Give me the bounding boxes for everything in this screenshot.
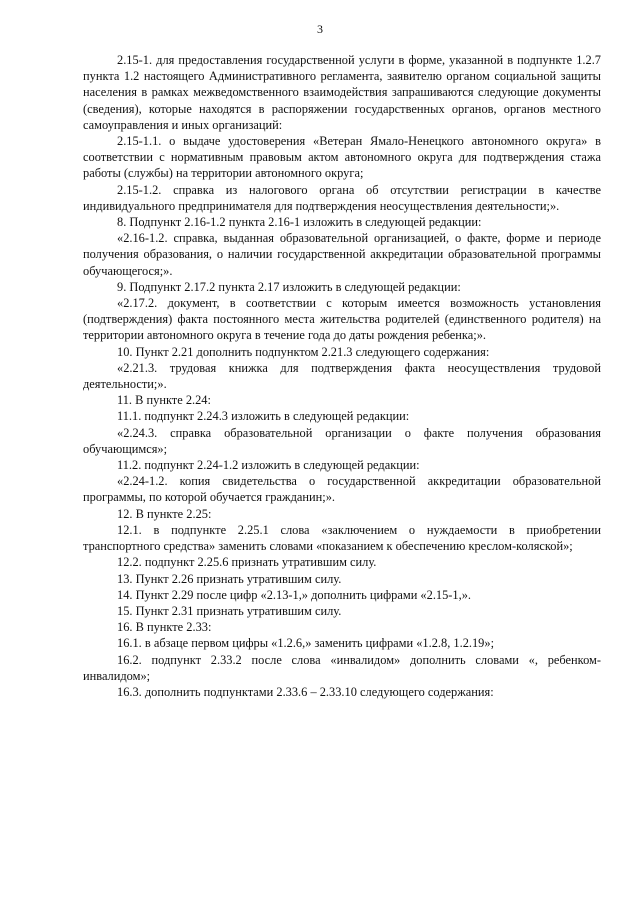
paragraph: 16.1. в абзаце первом цифры «1.2.6,» заменить цифрами «1.2.8, 1.2.19»;	[117, 636, 495, 651]
paragraph: 16.2. подпункт 2.33.2 после слова «инвалидом» дополнить словами «, ребенком-инвалидом»;	[83, 652, 601, 683]
paragraph: 9. Подпункт 2.17.2 пункта 2.17 изложить в следующей редакции:	[117, 279, 461, 294]
paragraph: 11. В пункте 2.24:	[117, 393, 211, 408]
paragraph: 12. В пункте 2.25:	[117, 506, 212, 521]
paragraph: 12.1. в подпункте 2.25.1 слова «заключением о нуждаемости в приобретении транспортного средства» заменить словами «показанием к обеспечению креслом-коляской»;	[83, 522, 601, 554]
paragraph: «2.24-1.2. копия свидетельства о государственной аккредитации образовательной программы, по которой обучается гражданин;».	[83, 474, 601, 505]
paragraph: 2.15-1.1. о выдаче удостоверения «Ветеран Ямало-Ненецкого автономного округа» в соответствии с нормативным правовым актом автономного округа для подтверждения стажа работы (службы) на территории автономного округа;	[83, 134, 601, 181]
paragraph: «2.24.3. справка образовательной организации о факте получения образования обучающимся»;	[83, 425, 601, 456]
paragraph: 2.15-1.2. справка из налогового органа об отсутствии регистрации в качестве индивидуального предпринимателя для подтверждения неосуществления деятельности;».	[83, 182, 601, 213]
paragraph: 14. Пункт 2.29 после цифр «2.13-1,» дополнить цифрами «2.15-1,».	[117, 587, 472, 602]
paragraph: 15. Пункт 2.31 признать утратившим силу.	[117, 603, 342, 618]
paragraph: 2.15-1. для предоставления государственной услуги в форме, указанной в подпункте 1.2.7 пункта 1.2 настоящего Административного регламента, заявителю органом социальной защиты населения в рамках межведомственного взаимодействия запрашиваются следующие документы (сведения), которые находятся в распоряжении государственных органов, органов местного самоуправления и иных организаций:	[83, 53, 601, 132]
paragraph: «2.16-1.2. справка, выданная образовательной организацией, о факте, форме и периоде получения образования, о наличии государственной аккредитации образовательной программы обучающегося;».	[83, 231, 601, 278]
paragraph: 16. В пункте 2.33:	[117, 620, 212, 635]
paragraph: 11.2. подпункт 2.24-1.2 изложить в следующей редакции:	[117, 458, 420, 473]
paragraph: «2.17.2. документ, в соответствии с которым имеется возможность установления (подтверждения) факта постоянного места жительства родителей (единственного родителя) на территории автономного округа в течение года до даты рождения ребенка;».	[83, 296, 601, 343]
paragraph: 13. Пункт 2.26 признать утратившим силу.	[117, 571, 342, 586]
paragraph: «2.21.3. трудовая книжка для подтверждения факта неосуществления трудовой деятельности;».	[83, 360, 601, 392]
document-body	[83, 52, 601, 700]
paragraph: 10. Пункт 2.21 дополнить подпунктом 2.21.3 следующего содержания:	[117, 344, 490, 359]
page-number: 3	[317, 22, 323, 36]
paragraph: 11.1. подпункт 2.24.3 изложить в следующей редакции:	[117, 409, 410, 424]
paragraph: 16.3. дополнить подпунктами 2.33.6 – 2.33.10 следующего содержания:	[117, 684, 494, 699]
paragraph: 8. Подпункт 2.16-1.2 пункта 2.16-1 изложить в следующей редакции:	[117, 215, 482, 230]
paragraph: 12.2. подпункт 2.25.6 признать утратившим силу.	[117, 555, 377, 570]
